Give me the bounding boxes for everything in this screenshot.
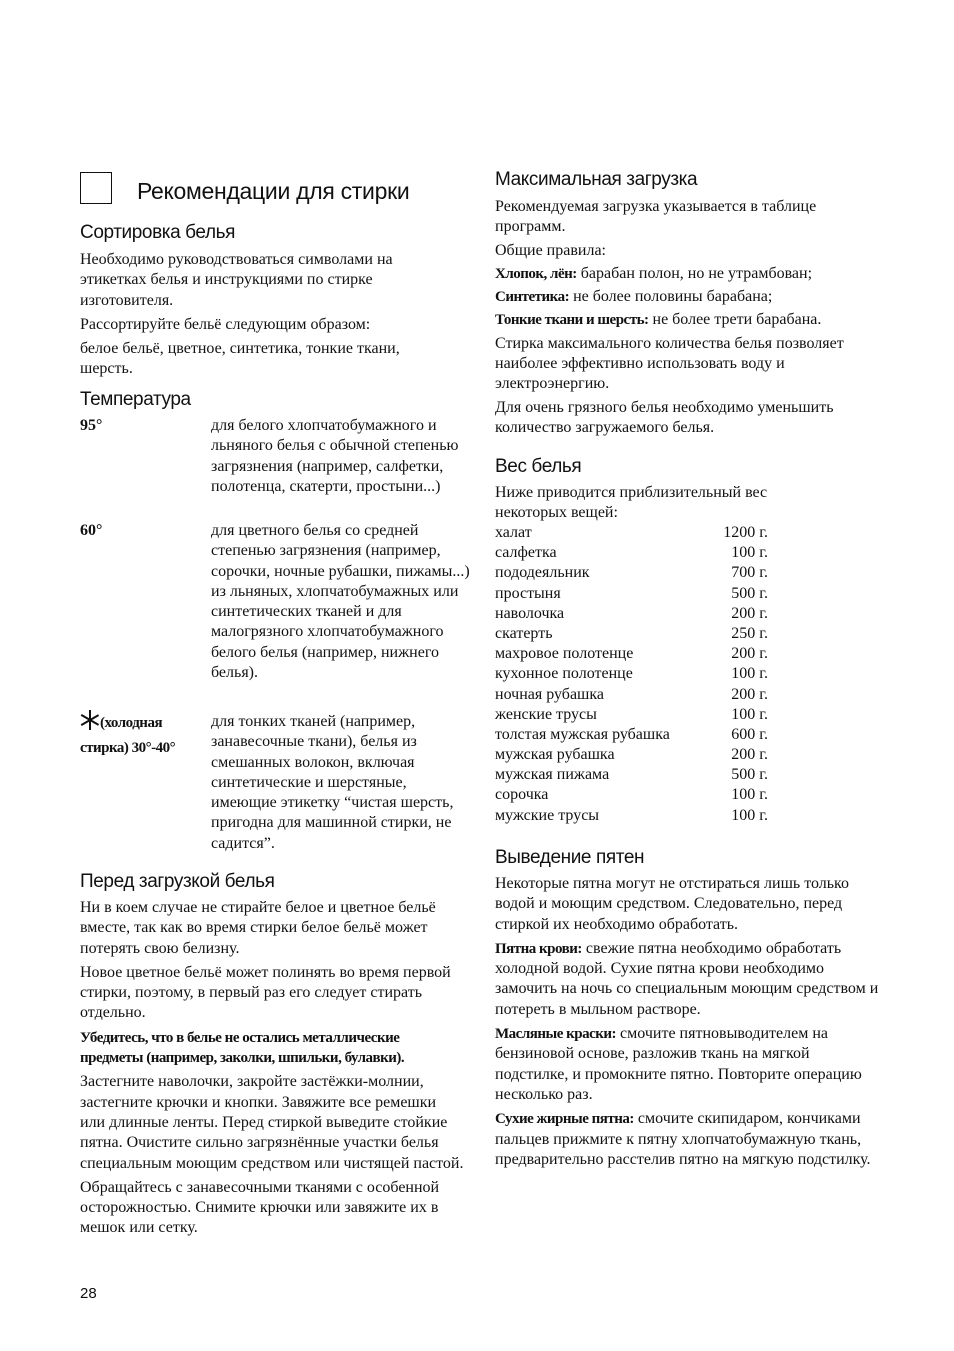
weight-row — [495, 664, 768, 684]
stain-grease: Сухие жирные пятна: смочите скипидаром, кончиками пальцев прижмите к пятну хлопчатобумажную ткань, предварительно расстелив пятно на мягкую подстилку. — [495, 1110, 871, 1168]
temp-label-60: 60° — [80, 522, 103, 539]
weight-row — [495, 624, 768, 644]
weight-item-value: 100 г. — [731, 786, 768, 804]
sorting-p3: белое бельё, цветное, синтетика, тонкие ткани, шерсть. — [80, 340, 400, 378]
temp-label-cold: (холодная стирка) 30°-40° — [80, 712, 208, 763]
weight-item-name: скатерть — [495, 624, 553, 642]
weight-item-name: махровое полотенце — [495, 645, 634, 663]
stains-text — [495, 874, 880, 1170]
weight-item-name: кухонное полотенце — [495, 665, 633, 683]
weight-item-value: 100 г. — [731, 665, 768, 683]
before-p5: Обращайтесь с занавесочными тканями с особенной осторожностью. Снимите крючки или завяжите их в мешок или сетку. — [80, 1178, 440, 1237]
weight-list — [495, 523, 768, 826]
weight-item-name: мужская рубашка — [495, 746, 615, 764]
weight-item-name: женские трусы — [495, 705, 597, 723]
weight-row — [495, 745, 768, 765]
weight-item-name: наволочка — [495, 604, 565, 622]
weight-row — [495, 806, 768, 826]
snowflake-icon — [80, 712, 100, 728]
max-p1: Рекомендуемая загрузка указывается в таблице программ. — [495, 198, 817, 236]
page-title: Рекомендации для стирки — [137, 178, 410, 204]
weight-row — [495, 765, 768, 785]
max-rule-synthetic: Синтетика: не более половины барабана; — [495, 288, 773, 306]
sorting-p2: Рассортируйте бельё следующим образом: — [80, 315, 371, 333]
temp-label-95: 95° — [80, 417, 103, 434]
weight-row — [495, 523, 768, 543]
temperature-heading: Температура — [80, 389, 191, 410]
weight-item-value: 500 г. — [731, 584, 768, 602]
weight-item-value: 100 г. — [731, 705, 768, 723]
max-p3: Стирка максимального количества белья позволяет наиболее эффективно использовать воду и электроэнергию. — [495, 334, 844, 393]
temp-desc-60: для цветного белья со средней степенью загрязнения (например, сорочки, ночные рубашки, пижамы...) из льняных, хлопчатобумажных или синтетических тканей и для малогрязного хлопчатобумажного белого белья (например, нижнего белья). — [211, 522, 470, 682]
weight-item-name: толстая мужская рубашка — [495, 725, 670, 743]
weight-item-name: ночная рубашка — [495, 685, 604, 703]
temp-desc-95: для белого хлопчатобумажного и льняного белья с обычной степенью загрязнения (например, салфетки, полотенца, скатерти, простыни...) — [211, 417, 459, 495]
weight-item-value: 1200 г. — [723, 524, 768, 541]
weight-item-name: салфетка — [495, 544, 557, 562]
max-p2: Общие правила: — [495, 241, 606, 259]
stain-oil-paint: Масляные краски: смочите пятновыводителем на бензиновой основе, разложив ткань на мягкой подстилке, и промокните пятно. Повторите операцию несколько раз. — [495, 1025, 862, 1103]
stains-p1: Некоторые пятна могут не отстираться лишь только водой и моющим средством. Следовательно, перед стиркой их необходимо обработать. — [495, 875, 850, 933]
weight-item-value: 200 г. — [731, 645, 768, 663]
stain-blood: Пятна крови: свежие пятна необходимо обработать холодной водой. Сухие пятна крови необходимо замочить на ночь со специальным моющим средством и потереть в мыльном растворе. — [495, 939, 879, 1018]
max-rule-delicate: Тонкие ткани и шерсть: не более трети барабана. — [495, 311, 822, 329]
weight-item-value: 100 г. — [731, 806, 768, 824]
weight-item-name: мужские трусы — [495, 806, 600, 824]
weight-intro: Ниже приводится приблизительный вес некоторых вещей: — [495, 484, 768, 522]
weight-row — [495, 685, 768, 705]
weight-item-value: 500 г. — [731, 766, 768, 784]
weight-row — [495, 584, 768, 604]
weight-item-value: 200 г. — [731, 746, 768, 764]
max-rule-cotton: Хлопок, лён: барабан полон, но не утрамбован; — [495, 264, 813, 282]
sorting-p1: Необходимо руководствоваться символами на этикетках белья и инструкциями по стирке изготовителя. — [80, 251, 393, 309]
before-loading-text — [80, 898, 465, 1239]
weight-item-value: 250 г. — [731, 624, 768, 642]
weight-row — [495, 543, 768, 563]
temp-desc-cold: для тонких тканей (например, занавесочные ткани), белья из смешанных волокон, включая синтетические и шерстяные, имеющие этикетку “чистая шерсть, пригодна для машинной стирки, не садится”. — [211, 713, 454, 852]
max-load-text — [495, 197, 880, 438]
before-p3-warning: Убедитесь, что в белье не остались металлические предметы (например, заколки, шпильки, булавки). — [80, 1029, 405, 1067]
weight-row — [495, 563, 768, 583]
weight-item-value: 200 г. — [731, 685, 768, 703]
weight-item-name: мужская пижама — [495, 766, 610, 784]
before-loading-heading: Перед загрузкой белья — [80, 871, 275, 892]
weight-item-name: простыня — [495, 584, 561, 602]
title-checkbox-icon — [80, 172, 112, 204]
sorting-text — [80, 250, 450, 380]
weight-row — [495, 785, 768, 805]
weight-row — [495, 725, 768, 745]
before-p1: Ни в коем случае не стирайте белое и цветное бельё вместе, так как во время стирки белое бельё может потерять свою белизну. — [80, 899, 436, 957]
max-load-heading: Максимальная загрузка — [495, 169, 698, 190]
weight-item-name: пододеяльник — [495, 564, 590, 582]
weight-row — [495, 644, 768, 664]
weight-row — [495, 705, 768, 725]
max-p4: Для очень грязного белья необходимо уменьшить количество загружаемого белья. — [495, 398, 834, 436]
weight-row — [495, 604, 768, 624]
page-number: 28 — [80, 1285, 97, 1302]
weight-item-value: 100 г. — [731, 544, 768, 562]
stains-heading: Выведение пятен — [495, 847, 645, 868]
before-p4: Застегните наволочки, закройте застёжки-молнии, застегните крючки и кнопки. Завяжите все ремешки или длинные ленты. Перед стиркой выведите стойкие пятна. Очистите сильно загрязнённые участки белья специальным моющим средством или чистящей пастой. — [80, 1073, 464, 1172]
weight-item-name: сорочка — [495, 786, 549, 804]
weight-item-value: 700 г. — [731, 564, 768, 582]
weight-item-name: халат — [495, 524, 532, 541]
weight-heading: Вес белья — [495, 456, 582, 477]
sorting-heading: Сортировка белья — [80, 222, 236, 243]
before-p2: Новое цветное бельё может полинять во время первой стирки, поэтому, в первый раз его следует стирать отдельно. — [80, 963, 451, 1022]
weight-item-value: 600 г. — [731, 725, 768, 743]
weight-item-value: 200 г. — [731, 604, 768, 622]
